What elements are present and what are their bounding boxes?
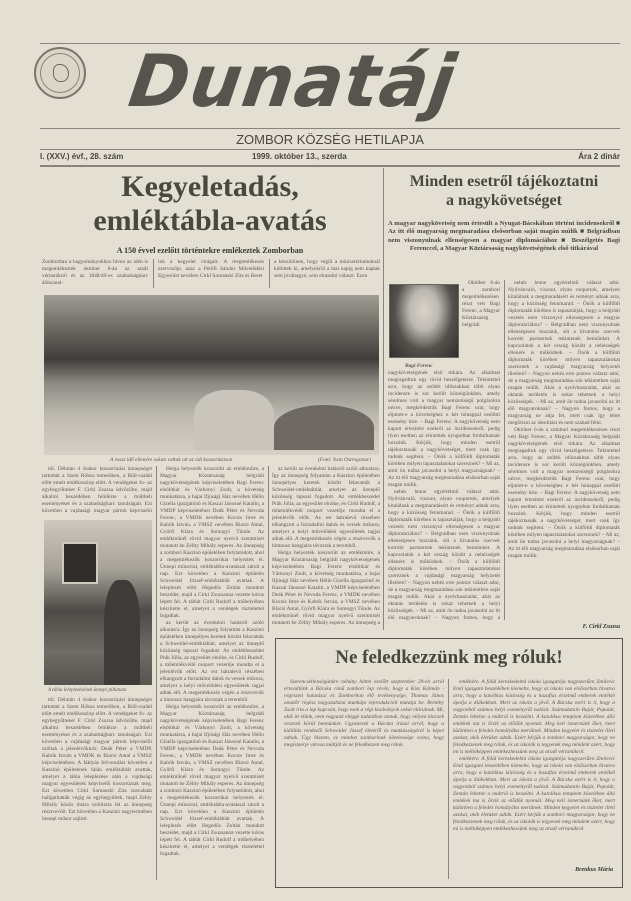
headline-line: Kegyeletadás, — [121, 170, 299, 203]
paragraph: nehéz lenne egyértelmű választ adni. Nyilvánvaló, viszont, olyan csoportok, amelyek kitalálnak a megmaradásért és reményt adnak arra, hogy a közösség fennmarad. – Önök a külföldi diplomaták körében is tapasztalják, hogy a belgrádi vezetés nem viszonyul ellenségesen a magyar diplomáciához? – Belgrádban nem viszonyulnak ellenségesen hozzánk, sőt a hivatalos szervek korrekt partnernek tekintenek bennünket. A kapcsolatok a két ország között a nehézségek ellenére is működnek. – Önök a külföldi diplomaták körében milyen tapasztalatokat szereznek a vajdasági magyarság helyzetét illetően? – Nagyon nehéz erre pontos választ adni, de a magyarság megmaradása sok tekintetben saját magán múlik. Akár a nyelvhasználat, akár az oktatás területén is sokat tehetnek a helyi közösségek. – Mi az, amit ön tudna javasolni az itt élő magyaroknak? – Nagyon fontos, hogy a — [388, 489, 500, 620]
article3-column-2 — [453, 679, 615, 859]
headline-line: emléktábla-avatás — [93, 204, 327, 237]
article3-column-1 — [284, 679, 444, 879]
paragraph: az került az évenkénti hatásról szóló alkotásra. Így az ünnepség folyamán a Kaszinó épületében ünnepélyes keretek között felavatták a Schweidel-emléktáblát, amelyet az ünneplő közönség tapssal fogadott. Az emlékbeszédet Prák Júlia, az egyesület elnöke, és Cirkl Rudolf, a műemlékvédő csoport vezetője mondta el a jelenlévők előtt. Az est hátralevő részében elhangzott a forradalmi dalok és versek műsora, amelyet a helyi művelődési egyesületek tagjai adtak elő. A megemlékezés végén a résztvevők a himnusz hangjaira távoztak a teremből. — [272, 466, 380, 549]
article3-headline: Ne feledkezzünk meg róluk! — [335, 647, 563, 668]
article1-column-1-bottom — [42, 697, 152, 880]
paragraph: Szerencsétlenségünkre néhány héttel ezelőtt szeptember 29-én arról értesültünk a Bácska című zombori lap révén, hogy a Kiss Kálmán régészeti kutatásai és Zomborban élő tevékenysége, Thomas János amatőr régész nagyszabású munkája reprodukcióit mutatja be. Brenthy Zsolt írta a lap kapcsán, hogy ezek a régi kiadványok sokat elárulnak. Mi, akik itt élünk, nem vagyunk eléggé tudatában annak, hogy milyen kincsek vesznek körül bennünket. Ugyanezek a Bácska írásai arról, hogy a kiállítás rendezői Schweidel József életéről és munkásságáról is képet adnak. Úgy hiszem, ez minden zomborinak kötelessége volna, hogy megismerje városa múltját és ne feledkezzen meg róluk. — [284, 679, 444, 748]
masthead-rule — [40, 149, 620, 150]
paragraph: nehéz lenne egyértelmű választ adni. Nyilvánvaló, viszont, olyan csoportok, amelyek kitalálnak a megmaradásért és reményt adnak arra, hogy a közösség fennmarad. – Önök a külföldi diplomaták körében is tapasztalják, hogy a belgrádi vezetés nem viszonyul ellenségesen a magyar diplomáciához? – Belgrádban nem viszonyulnak ellenségesen hozzánk, sőt a hivatalos szervek korrekt partnernek tekintenek bennünket. A kapcsolatok a két ország között a nehézségek ellenére is működnek. – Önök a külföldi diplomaták körében milyen tapasztalatokat szereznek a vajdasági magyarság helyzetét illetően? – Nagyon nehéz erre pontos választ adni, de a magyarság megmaradása sok tekintetben saját magán múlik. Akár a nyelvhasználat, akár az oktatás területén is sokat tehetnek a helyi közösségek. – Mi az, amit ön tudna javasolni az itt élő magyaroknak? – Nagyon fontos, hogy a magyarság ne adja fel, mert csak így lehet megőrizni az identitást és nem szabad félni. — [508, 280, 620, 426]
newspaper-title-logo: Dunatáj — [124, 39, 462, 123]
plaque-photo-caption: A tábla leleplezésének ünnepi pillanata — [48, 688, 127, 693]
paragraph: az került az évenkénti hatásról szóló alkotásra. Így az ünnepség folyamán a Kaszinó épületében ünnepélyes keretek között felavatták a Schweidel-emléktáblát, amelyet az ünneplő közönség tapssal fogadott. Az emlékbeszédet Prák Júlia, az egyesület elnöke, és Cirkl Rudolf, a műemlékvédő csoport vezetője mondta el a jelenlévők előtt. Az est hátralevő részében elhangzott a forradalmi dalok és versek műsora, amelyet a helyi művelődési egyesületek tagjai adtak elő. A megemlékezés végén a résztvevők a himnusz hangjaira távoztak a teremből. — [160, 620, 264, 703]
article1-headline — [40, 170, 380, 238]
article1-intro-col: Zomborban a hagyományokhoz híven az idén is megemlékeztek október 6-án az aradi vértanúkról és az 1848/49-es szabadságharc áldozatai- — [42, 259, 148, 286]
paragraph: emlékére. A fölül kereskedelmi iskola igazgatója nagyszerűen Zmilevic Emil igazgató beszédében kiemelte, hogy az iskola van elsősorban hivatva arra, hogy a katolikus közösség és a hazafias érzelmű emberek emlékét ápolja a diákokban. Mert az iskola a jövő. A Bácska ezért is ír, hogy a vagyonból számos helyi eseményről tudósít. Számadatain Bajár, Populár, Zentán lehetne a múltról is beszélni. A katolikus templom közelében álló emlékek ma is őrzik az elődök nyomát. Meg kell ismernünk őket, mert különben a feledés homályába merülnek. Minden kegyelet és tisztelet illeti azokat, akik életüket adták. Ezért kérjük a zombori magyarságot, hogy ne feledkezzenek meg róluk, és az iskolák is tegyenek meg mindent azért, hogy mi is méltóképpen emlékezhessünk meg az aradi vértanúkról. — [453, 756, 615, 832]
article2-headline — [386, 172, 622, 210]
article1-column-1-top — [42, 466, 152, 514]
price: Ára 2 dinár — [578, 152, 620, 161]
paragraph: Helga helyezték koszorúit az emlékműre, a Magyar Köztársaság belgrádi nagykövetségének képviseletében Bagi Ferenc elsőtitkár és Várkonyi Zsolt, a követség munkatársa, a bajai Ifjúsági Ház nevében Hélin Gizella igazgatónő és Kaszai Jánosné Katalin, a VMDP képviseletében Deák Péter és Nevoda Ferenc, a VMDK nevében Kocsis Imre és Kabók István, a VMSZ nevében Biacsi Antal, Györfi Klára és Somogyi Tünde. Az emlékműnél rövid magyar nyelvű szentmisét mutatott be Zélity Mihály esperes. Az ünnepség a zombori Kaszinó épületében folytatódott, ahol a megemlékezők koszorúkat helyeztek el. Ünnepi műsorral, emléktábla-avatással zárult a nap. Ezt követően a Kaszinó épületén Schweidel József-emléktáblát avattak. A leleplezés előtt Hegedűs Zoltán mondott beszédet, majd a Cirkl Zsuzsanna vezette kórus lépett fel. A táblát Cirkl Rudolf a műhelyében készítette el, amelyet a vendégek tisztelettel fogadtak. — [160, 704, 264, 857]
paragraph: Helga helyezték koszorúit az emlékműre, a Magyar Köztársaság belgrádi nagykövetségének képviseletében Bagi Ferenc elsőtitkár és Várkonyi Zsolt, a követség munkatársa, a bajai Ifjúsági Ház nevében Hélin Gizella igazgatónő és Kaszai Jánosné Katalin, a VMDP képviseletében Deák Péter és Nevoda Ferenc, a VMDK nevében Kocsis Imre és Kabók István, a VMSZ nevében Biacsi Antal, Györfi Klára és Somogyi Tünde. Az emlékműnél rövid magyar nyelvű szentmisét mutatott be Zélity Mihály esperes. Az ünnepség a — [272, 550, 380, 626]
headline-line: Minden esetről tájékoztatni — [409, 173, 599, 190]
photo-caption: A rossz idő ellenére sokan voltak ott az ódi koszorúzáson — [110, 457, 233, 463]
masthead-bottom-rule — [40, 165, 620, 167]
masthead-rule — [40, 128, 620, 129]
article1-subhead: A 150 évvel ezelőtt történtekre emlékeztek Zomborban — [116, 246, 304, 255]
article1-column-2 — [160, 466, 264, 880]
newspaper-subtitle: ZOMBOR KÖZSÉG HETILAPJA — [236, 132, 424, 147]
article2-column-1 — [388, 280, 500, 620]
article2-signature: F. Cirkl Zsuzsa — [582, 624, 620, 630]
issue-date: 1999. október 13., szerda — [252, 152, 347, 161]
issue-number: I. (XXV.) évf., 28. szám — [40, 152, 124, 161]
plaque-unveiling-photo — [44, 520, 152, 685]
paragraph: Helga helyezték koszorúit az emlékműre, a Magyar Köztársaság belgrádi nagykövetségének képviseletében Bagi Ferenc elsőtitkár és Várkonyi Zsolt, a követség munkatársa, a bajai Ifjúsági Ház nevében Hélin Gizella igazgatónő és Kaszai Jánosné Katalin, a VMDP képviseletében Deák Péter és Nevoda Ferenc, a VMDK nevében Kocsis Imre és Kabók István, a VMSZ nevében Biacsi Antal, Györfi Klára és Somogyi Tünde. Az emlékműnél rövid magyar nyelvű szentmisét mutatott be Zélity Mihály esperes. Az ünnepség a zombori Kaszinó épületében folytatódott, ahol a megemlékezők koszorúkat helyeztek el. Ünnepi műsorral, emléktábla-avatással zárult a nap. Ezt követően a Kaszinó épületén Schweidel József-emléktáblát avattak. A leleplezés előtt Hegedűs Zoltán mondott beszédet, majd a Cirkl Zsuzsanna vezette kórus lépett fel. A táblát Cirkl Rudolf a műhelyében készítette el, amelyet a vendégek tisztelettel fogadtak. — [160, 466, 264, 619]
headline-line: a nagykövetséget — [446, 192, 562, 209]
cemetery-ceremony-photo — [44, 295, 379, 455]
article1-intro-col: ink a kegyelet virágait. A megemlékezés szervezője, azaz a Petőfi Sándor Művelődési Egyesület nevében Cirkl Sarnanski Zita és Beret — [158, 259, 264, 279]
article2-column-2 — [508, 280, 620, 605]
photo-credit: (Fotó: Ivan Ostrogonac) — [318, 457, 372, 463]
paragraph: emlékére. A fölül kereskedelmi iskola igazgatója nagyszerűen Zmilevic Emil igazgató beszédében kiemelte, hogy az iskola van elsősorban hivatva arra, hogy a katolikus közösség és a hazafias érzelmű emberek emlékét ápolja a diákokban. Mert az iskola a jövő. A Bácska ezért is ír, hogy a vagyonból számos helyi eseményről tudósít. Számadatain Bajár, Populár, Zentán lehetne a múltról is beszélni. A katolikus templom közelében álló emlékek ma is őrzik az elődök nyomát. Meg kell ismernünk őket, mert különben a feledés homályába merülnek. Minden kegyelet és tisztelet illeti azokat, akik életüket adták. Ezért kérjük a zombori magyarságot, hogy ne feledkezzenek meg róluk, és az iskolák is tegyenek meg mindent azért, hogy mi is méltóképpen emlékezhessünk meg az aradi vértanúkról. — [453, 679, 615, 755]
article2-deck: A magyar nagykövetség nem értesült a Nyugat-Bácskában történt incidensekről ■ Az itt élő magyarság megmaradása elsősorban saját magán múlik ■ Belgrádban nem viszonyulnak ellenségesen a magyar diplomáciához ■ Beszélgetés Bagi Ferenccel, a Magyar Köztársaság nagykövetségének első titkárával — [388, 220, 620, 253]
article1-column-3 — [272, 466, 380, 626]
paragraph: tól. Délután 4 órakor koszorúzási ünnepséget tartottak a Szent Rókus temetőben, a Büll-család előtt emelt emlékoszlop előtt. A vendégeket fo- az egybegyűlteket F. Cirkl Zsuzsa üdvözölte, majd alkalmi beszédében felidézte a múltbéli eseményeket és a szabadságharc tanulságait. Ezt követően a vajdasági magyar pártok képviselői szóltak a jelenlévőkhöz: Deák Péter a VMDP, Kabók István a VMDK és Biacsi Antal a VMSZ képviseletében. A fáklyás felvonulást követően a Kaszinó épületének falán emléktáblát avattak, amelyet a tábla leleplezése után a vajdasági magyar egyesületek képviselői koszorúztak meg. Ezt követően Cirkl Sarnanski Zita szavalatát hallgathatták végig az egybegyűltek, majd Zélity Mihály közös imára szólította fel az ünnepség résztvevőit. Ezt követően a Kaszinó nagytermében ünnepi műsor zajlott. — [42, 697, 152, 822]
article3-box — [275, 638, 623, 888]
article3-signature: Brenkus Mária — [575, 867, 613, 873]
paragraph: tól. Délután 4 órakor koszorúzási ünnepséget tartottak a Szent Rókus temetőben, a Büll-család előtt emelt emlékoszlop előtt. A vendégeket fo- az egybegyűlteket F. Cirkl Zsuzsa üdvözölte, majd alkalmi beszédében felidézte a múltbéli eseményeket és a szabadságharc tanulságait. Ezt követően a vajdasági magyar pártok képviselői — [42, 466, 152, 514]
municipality-seal-logo — [34, 47, 86, 99]
article1-intro-col: a készítőinek, hogy végül a minisztériumoknál kötöttek ki, amelyekről a mai napig nem kaptak sem jóváhagyó, sem elutasító választ. Ezen — [274, 259, 380, 279]
paragraph: Október 6-án a zombori megemlékezésen részt vett Bagi Ferenc, a Magyar Köztársaság belgrádi nagykövetségének első titkára. Az alkalmat megragadtuk egy rövid beszélgetésre. Tekintettel arra, hogy az utóbbi időszakban több olyan incidensre is sor került községünkben, amely sérelmes volt a magyar nemzetiségű polgárokra nézve, megkérdeztük Bagi Ferenc urat, hogy eljutott-e a követséghez e két hónappal ezelőtti esemény híre. – Bagi Ferenc: A nagykövetség nem kapott értesítést ezekről az incidensekről, pedig ilyen esetben az érintettek nyugodtan fordulhatnak hozzánk. Kérjük, hogy minden esetről tájékoztassák a nagykövetséget, mert csak így tudunk segíteni. – Önök a külföldi diplomaták körében milyen tapasztalatokat szereznek? – Mi az, amit ön tudna javasolni a helyi magyarságnak? – Az itt élő magyarság megmaradása elsősorban saját magán múlik. — [388, 280, 500, 488]
portrait-caption: Bagi Ferenc — [405, 363, 433, 369]
paragraph: Október 6-án a zombori megemlékezésen részt vett Bagi Ferenc, a Magyar Köztársaság belgrádi nagykövetségének első titkára. Az alkalmat megragadtuk egy rövid beszélgetésre. Tekintettel arra, hogy az utóbbi időszakban több olyan incidensre is sor került községünkben, amely sérelmes volt a magyar nemzetiségű polgárokra nézve, megkérdeztük Bagi Ferenc urat, hogy eljutott-e a követséghez e két hónappal ezelőtti esemény híre. – Bagi Ferenc: A nagykövetség nem kapott értesítést ezekről az incidensekről, pedig ilyen esetben az érintettek nyugodtan fordulhatnak hozzánk. Kérjük, hogy minden esetről tájékoztassák a nagykövetséget, mert csak így tudunk segíteni. – Önök a külföldi diplomaták körében milyen tapasztalatokat szereznek? – Mi az, amit ön tudna javasolni a helyi magyarságnak? – Az itt élő magyarság megmaradása elsősorban saját magán múlik. — [508, 427, 620, 559]
